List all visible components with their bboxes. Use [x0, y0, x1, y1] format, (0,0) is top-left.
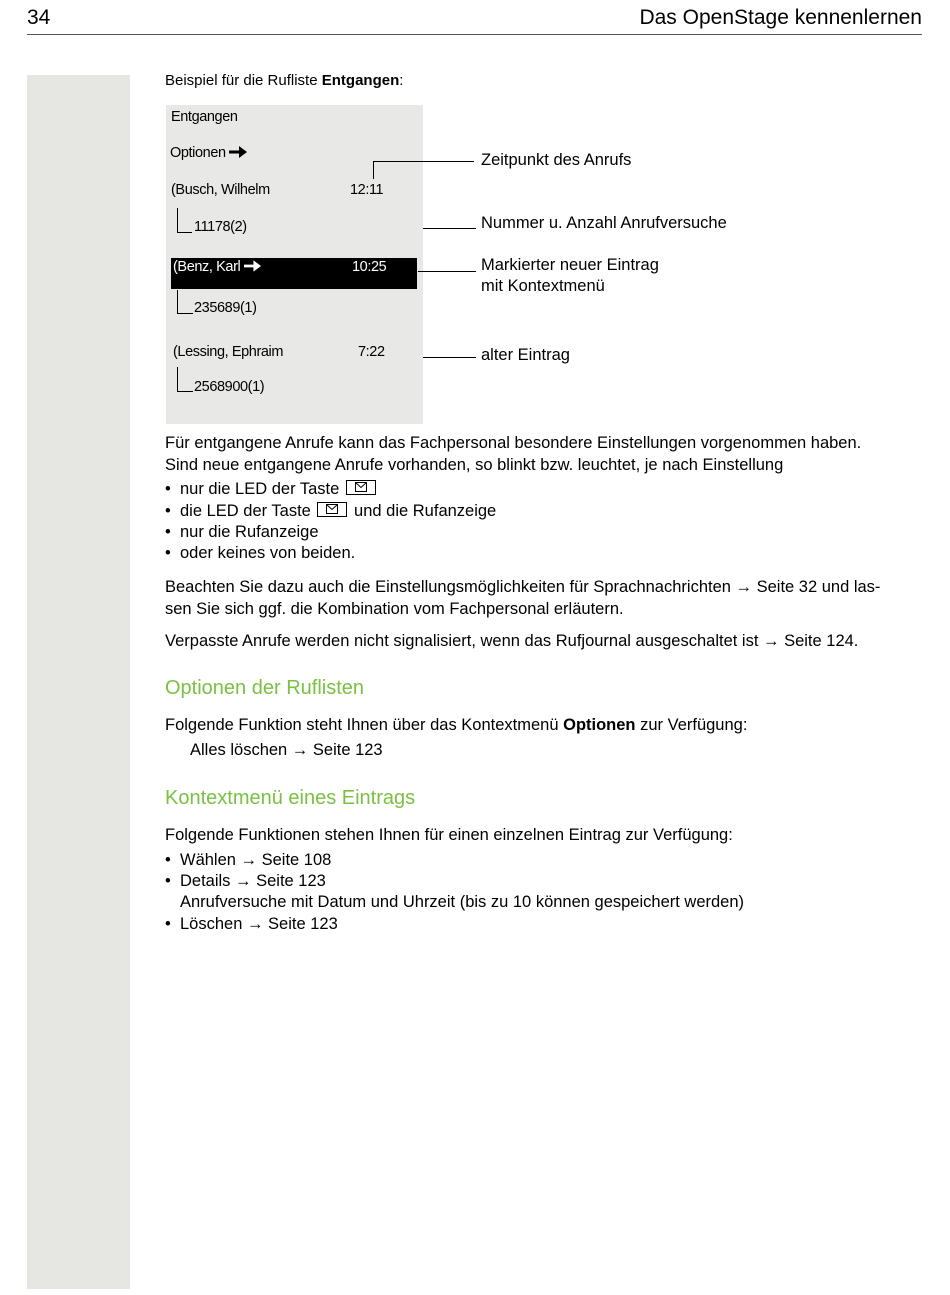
paragraph: Folgende Funktionen stehen Ihnen für einen einzelnen Eintrag zur Verfügung: [165, 826, 733, 844]
list-item-text: nur die LED der Taste [180, 480, 340, 498]
entry-name-text: (Benz, Karl [173, 259, 241, 275]
list-item-text: oder keines von beiden. [180, 544, 356, 562]
right-arrow-icon [244, 260, 261, 272]
bullet: • [165, 851, 171, 869]
tree-connector [177, 367, 193, 392]
callout-time: Zeitpunkt des Anrufs [481, 151, 632, 169]
paragraph-line: Für entgangene Anrufe kann das Fachpersonal besondere Einstellungen vorgenommen haben. [165, 434, 862, 452]
bullet: • [165, 915, 171, 933]
margin-sidebar [27, 75, 130, 1289]
leader-line [373, 161, 474, 162]
paragraph [165, 432, 861, 476]
entry-time: 12:11 [350, 182, 384, 198]
caption-suffix: : [399, 72, 404, 89]
header-rule [27, 34, 922, 35]
section-heading: Optionen der Ruflisten [165, 677, 365, 699]
section-heading: Kontextmenü eines Eintrags [165, 787, 416, 809]
mailbox-key-icon [346, 480, 376, 495]
callout-marked-2: mit Kontextmenü [481, 277, 605, 295]
entry-name [173, 259, 261, 275]
bullet: • [165, 544, 171, 562]
list-item-text: nur die Rufanzeige [180, 523, 319, 541]
entry-number: 235689(1) [194, 300, 257, 316]
entry-name: (Busch, Wilhelm [171, 182, 270, 198]
list-item-subtext: Anrufversuche mit Datum und Uhrzeit (bis zu 10 können gespeichert werden) [180, 893, 745, 911]
paragraph [165, 714, 747, 736]
screen-options [170, 145, 247, 161]
tree-connector [177, 208, 192, 233]
callout-old: alter Eintrag [481, 346, 570, 364]
page-number: 34 [27, 6, 51, 29]
leader-line [373, 161, 374, 179]
bullet: • [165, 502, 171, 520]
leader-line [418, 271, 476, 272]
paragraph: Verpasste Anrufe werden nicht signalisiert, wenn das Rufjournal ausgeschaltet ist → Seite 124. [165, 632, 859, 650]
screen-title: Entgangen [171, 109, 238, 125]
leader-line [423, 228, 476, 229]
caption-text: Beispiel für die Rufliste [165, 72, 322, 89]
list-item-text: und die Rufanzeige [354, 502, 497, 520]
paragraph-text: Folgende Funktion steht Ihnen über das Kontextmenü [165, 716, 564, 734]
leader-line [423, 357, 476, 358]
list-item-text: Wählen → Seite 108 [180, 851, 332, 869]
list-item-text: die LED der Taste [180, 502, 311, 520]
bullet: • [165, 480, 171, 498]
bullet: • [165, 872, 171, 890]
entry-number: 11178(2) [194, 219, 247, 235]
callout-number: Nummer u. Anzahl Anrufversuche [481, 214, 727, 232]
paragraph-line: Beachten Sie dazu auch die Einstellungsmöglichkeiten für Sprachnachrichten → Seite 32 und las- [165, 578, 881, 596]
paragraph-line: Sind neue entgangene Anrufe vorhanden, so blinkt bzw. leuchtet, je nach Einstellung [165, 456, 784, 474]
right-arrow-icon [229, 146, 247, 158]
running-title: Das OpenStage kennenlernen [639, 6, 922, 29]
paragraph-line: sen Sie sich ggf. die Kombination vom Fachpersonal erläutern. [165, 600, 624, 618]
list-item-text: Löschen → Seite 123 [180, 915, 338, 933]
entry-number: 2568900(1) [194, 379, 265, 395]
paragraph-bold: Optionen [563, 716, 636, 734]
paragraph [165, 576, 880, 620]
mailbox-key-icon [317, 502, 347, 517]
caption-bold: Entgangen [321, 72, 400, 89]
figure-caption [165, 72, 403, 89]
bullet: • [165, 523, 171, 541]
callout-marked: Markierter neuer Eintrag [481, 256, 659, 274]
entry-time: 7:22 [358, 344, 385, 360]
list-item-text: Details → Seite 123 [180, 872, 326, 890]
paragraph-text: zur Verfügung: [635, 716, 748, 734]
options-label: Optionen [170, 145, 226, 161]
function-item: Alles löschen → Seite 123 [190, 741, 383, 759]
entry-name: (Lessing, Ephraim [173, 344, 284, 360]
entry-time: 10:25 [352, 259, 387, 275]
tree-connector [177, 290, 193, 314]
